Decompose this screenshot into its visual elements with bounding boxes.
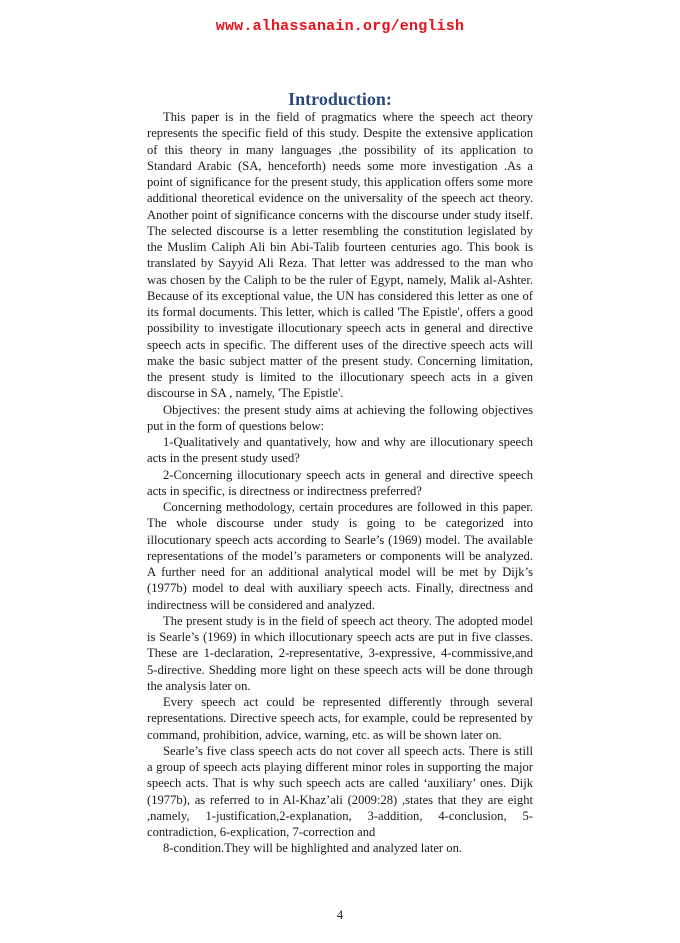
paragraph-intro: This paper is in the field of pragmatics where the speech act theory represents the specific field of this study. Despite the extensive application of this theory in many languages ,the possibility of its application to Standard Arabic (SA, henceforth) needs some more investigation .As a point of significance for the present study, this application offers some more additional theoretical evidence on the universality of the speech act theory. Another point of significance concerns with the discourse under study itself. The selected discourse is a letter resembling the constitution legislated by the Muslim Caliph Ali bin Abi-Talib fourteen centuries ago. This book is translated by Sayyid Ali Reza. That letter was addressed to the man who was chosen by the Caliph to be the ruler of Egypt, namely, Malik al-Ashter. Because of its exceptional value, the UN has considered this letter as one of its formal documents. This letter, which is called 'The Epistle', offers a good possibility to investigate illocutionary speech acts in general and directive speech acts in specific. The different uses of the directive speech acts will make the basic subject matter of the present study. Concerning limitation, the present study is limited to the illocutionary speech acts in a given discourse in SA , namely, 'The Epistle'. — [147, 110, 533, 401]
paragraph-objective-1: 1-Qualitatively and quantatively, how and why are illocutionary speech acts in the present study used? — [147, 435, 533, 466]
document-body — [147, 109, 533, 857]
paragraph-condition: 8-condition.They will be highlighted and analyzed later on. — [163, 841, 463, 856]
header-url: www.alhassanain.org/english — [215, 18, 465, 35]
paragraph-objectives: Objectives: the present study aims at achieving the following objectives put in the form of questions below: — [147, 402, 533, 433]
paragraph-model: The present study is in the field of speech act theory. The adopted model is Searle’s (1969) in which illocutionary speech acts are put in five classes. These are 1-declaration, 2-representative, 3-expressive, 4-commissive,and 5-directive. Shedding more light on these speech acts will be done through the analysis later on. — [147, 613, 533, 693]
page-number: 4 — [336, 907, 344, 922]
paragraph-objective-2: 2-Concerning illocutionary speech acts in general and directive speech acts in specific, is directness or indirectness preferred? — [147, 467, 533, 498]
paragraph-representations: Every speech act could be represented differently through several representations. Directive speech acts, for example, could be represented by command, prohibition, advice, warning, etc. as will be shown later on. — [147, 695, 533, 742]
paragraph-auxiliary: Searle’s five class speech acts do not cover all speech acts. There is still a group of speech acts playing different minor roles in supporting the major speech acts. That is why such speech acts are called ‘auxiliary’ ones. Dijk (1977b), as referred to in Al-Khaz’ali (2009:28) ,states that they are eight ,namely, 1-justification,2-explanation, 3-addition, 4-conclusion, 5-contradiction, 6-explication, 7-correction and — [147, 743, 533, 839]
page-title: Introduction: — [288, 89, 392, 109]
paragraph-methodology: Concerning methodology, certain procedures are followed in this paper. The whole discourse under study is going to be categorized into illocutionary speech acts according to Searle’s (1969) model. The available representations of the model’s parameters or components will be analyzed. A further need for an additional analytical model will be met by Dijk’s (1977b) model to deal with auxiliary speech acts. Finally, directness and indirectness will be considered and analyzed. — [147, 500, 533, 612]
